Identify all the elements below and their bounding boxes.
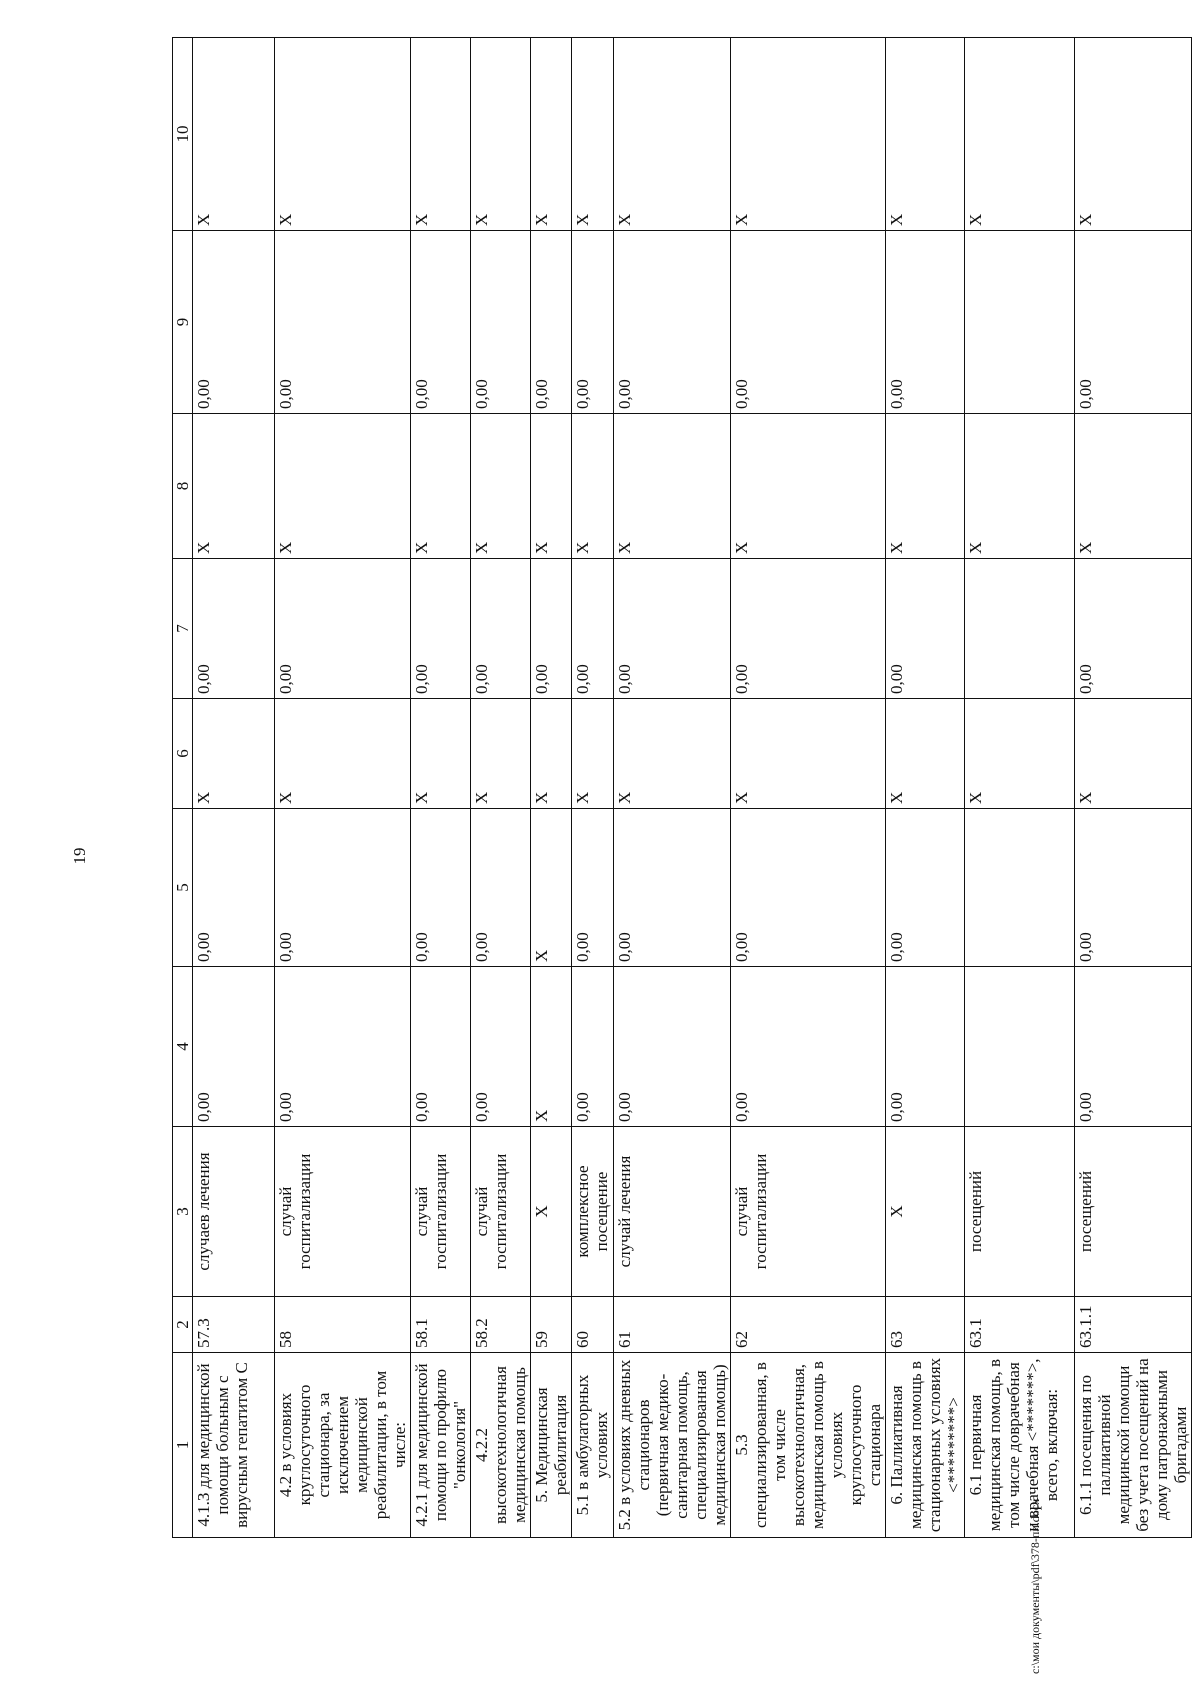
cell-col-2: 62 (731, 1297, 886, 1353)
cell-col-9: 0,00 (275, 231, 411, 414)
cell-col-2: 63.1 (965, 1297, 1075, 1353)
cell-col-5: 0,00 (471, 809, 531, 967)
cell-col-5 (965, 809, 1075, 967)
cell-col-7: 0,00 (193, 559, 275, 699)
cell-col-5: X (531, 809, 572, 967)
cell-col-2: 58.2 (471, 1297, 531, 1353)
table-row (572, 38, 614, 1538)
cell-col-10: X (572, 38, 614, 231)
column-header: 3 (173, 1127, 193, 1297)
cell-col-3: X (886, 1127, 965, 1297)
cell-col-9: 0,00 (886, 231, 965, 414)
cell-col-4: 0,00 (275, 967, 411, 1127)
cell-col-1: 4.2 в условиях круглосуточного стационара, за исключением медицинской реабилитации, в том числе: (275, 1353, 411, 1538)
cell-col-8: X (886, 414, 965, 559)
cell-col-2: 59 (531, 1297, 572, 1353)
column-header: 9 (173, 231, 193, 414)
cell-col-9 (965, 231, 1075, 414)
cell-col-5: 0,00 (572, 809, 614, 967)
cell-col-8: X (193, 414, 275, 559)
cell-col-1: 6.1 первичная медицинская помощь, в том числе доврачебная и врачебная <*******>, всего, включая: (965, 1353, 1075, 1538)
cell-col-10: X (965, 38, 1075, 231)
cell-col-10: X (614, 38, 731, 231)
table-row (193, 38, 275, 1538)
cell-col-2: 57.3 (193, 1297, 275, 1353)
cell-col-7: 0,00 (731, 559, 886, 699)
table-row (411, 38, 471, 1538)
cell-col-9: 0,00 (193, 231, 275, 414)
cell-col-4: 0,00 (1075, 967, 1192, 1127)
cell-col-6: X (411, 699, 471, 809)
cell-col-4: 0,00 (886, 967, 965, 1127)
table-row (731, 38, 886, 1538)
cell-col-4 (965, 967, 1075, 1127)
cell-col-5: 0,00 (731, 809, 886, 967)
cell-col-8: X (411, 414, 471, 559)
cell-col-6: X (1075, 699, 1192, 809)
file-path-footer: c:\мои документы\pdf\378-пп.docx (1028, 1498, 1042, 1674)
cell-col-6: X (275, 699, 411, 809)
cell-col-9: 0,00 (411, 231, 471, 414)
column-header: 4 (173, 967, 193, 1127)
rotated-table-container (172, 38, 1190, 1538)
cell-col-7: 0,00 (471, 559, 531, 699)
cell-col-6: X (531, 699, 572, 809)
cell-col-3: случай госпитализации (275, 1127, 411, 1297)
cell-col-3: комплексное посещение (572, 1127, 614, 1297)
cell-col-7: 0,00 (614, 559, 731, 699)
cell-col-3: посещений (1075, 1127, 1192, 1297)
table-row (471, 38, 531, 1538)
header-row (173, 38, 193, 1538)
cell-col-3: посещений (965, 1127, 1075, 1297)
cell-col-10: X (1075, 38, 1192, 231)
cell-col-9: 0,00 (531, 231, 572, 414)
cell-col-6: X (886, 699, 965, 809)
cell-col-1: 4.1.3 для медицинской помощи больным с вирусным гепатитом С (193, 1353, 275, 1538)
cell-col-4: 0,00 (731, 967, 886, 1127)
cell-col-8: X (572, 414, 614, 559)
cell-col-1: 5.3 специализированная, в том числе высокотехнологичная, медицинская помощь в условиях круглосуточного стационара (731, 1353, 886, 1538)
cell-col-3: X (531, 1127, 572, 1297)
cell-col-7: 0,00 (572, 559, 614, 699)
cell-col-10: X (731, 38, 886, 231)
cell-col-5: 0,00 (1075, 809, 1192, 967)
cell-col-4: 0,00 (411, 967, 471, 1127)
cell-col-8: X (731, 414, 886, 559)
cell-col-1: 6.1.1 посещения по паллиативной медицинской помощи без учета посещений на дому патронажными бригадами (1075, 1353, 1192, 1538)
column-header: 10 (173, 38, 193, 231)
cell-col-6: X (572, 699, 614, 809)
cell-col-1: 5. Медицинская реабилитация (531, 1353, 572, 1538)
cell-col-8: X (531, 414, 572, 559)
cell-col-5: 0,00 (411, 809, 471, 967)
cell-col-5: 0,00 (275, 809, 411, 967)
cell-col-2: 63 (886, 1297, 965, 1353)
cell-col-5: 0,00 (886, 809, 965, 967)
column-header: 2 (173, 1297, 193, 1353)
cell-col-6: X (471, 699, 531, 809)
cell-col-7: 0,00 (886, 559, 965, 699)
cell-col-9: 0,00 (572, 231, 614, 414)
page-number: 19 (70, 847, 89, 865)
cell-col-6: X (965, 699, 1075, 809)
cell-col-1: 5.1 в амбулаторных условиях (572, 1353, 614, 1538)
cell-col-2: 63.1.1 (1075, 1297, 1192, 1353)
cell-col-8: X (275, 414, 411, 559)
cell-col-2: 58.1 (411, 1297, 471, 1353)
table-row (614, 38, 731, 1538)
cell-col-1: 4.2.1 для медицинской помощи по профилю "онкология" (411, 1353, 471, 1538)
cell-col-3: случай лечения (614, 1127, 731, 1297)
column-header: 7 (173, 559, 193, 699)
table-row (886, 38, 965, 1538)
cell-col-7: 0,00 (531, 559, 572, 699)
cell-col-1: 5.2 в условиях дневных стационаров (первичная медико-санитарная помощь, специализированная медицинская помощь) (614, 1353, 731, 1538)
cell-col-9: 0,00 (471, 231, 531, 414)
cell-col-5: 0,00 (193, 809, 275, 967)
cell-col-3: случаев лечения (193, 1127, 275, 1297)
cell-col-7 (965, 559, 1075, 699)
table-row (275, 38, 411, 1538)
table-row (965, 38, 1075, 1538)
cell-col-9: 0,00 (614, 231, 731, 414)
table-row (1075, 38, 1192, 1538)
cell-col-7: 0,00 (275, 559, 411, 699)
cell-col-4: 0,00 (193, 967, 275, 1127)
cell-col-7: 0,00 (411, 559, 471, 699)
column-header: 8 (173, 414, 193, 559)
cell-col-10: X (411, 38, 471, 231)
cell-col-7: 0,00 (1075, 559, 1192, 699)
cell-col-9: 0,00 (1075, 231, 1192, 414)
table-row (531, 38, 572, 1538)
cell-col-8: X (614, 414, 731, 559)
cell-col-6: X (731, 699, 886, 809)
cell-col-1: 6. Паллиативная медицинская помощь в стационарных условиях <*********> (886, 1353, 965, 1538)
cell-col-4: 0,00 (471, 967, 531, 1127)
cell-col-6: X (193, 699, 275, 809)
cell-col-8: X (471, 414, 531, 559)
cell-col-8: X (965, 414, 1075, 559)
cell-col-4: 0,00 (572, 967, 614, 1127)
cell-col-2: 58 (275, 1297, 411, 1353)
column-header: 5 (173, 809, 193, 967)
cell-col-5: 0,00 (614, 809, 731, 967)
cell-col-10: X (471, 38, 531, 231)
cell-col-1: 4.2.2 высокотехнологичная медицинская помощь (471, 1353, 531, 1538)
cell-col-2: 60 (572, 1297, 614, 1353)
cell-col-3: случай госпитализации (731, 1127, 886, 1297)
cell-col-2: 61 (614, 1297, 731, 1353)
cell-col-4: 0,00 (614, 967, 731, 1127)
cell-col-8: X (1075, 414, 1192, 559)
cell-col-3: случай госпитализации (411, 1127, 471, 1297)
cell-col-10: X (275, 38, 411, 231)
cell-col-3: случай госпитализации (471, 1127, 531, 1297)
cell-col-6: X (614, 699, 731, 809)
column-header: 6 (173, 699, 193, 809)
cell-col-10: X (531, 38, 572, 231)
column-header: 1 (173, 1353, 193, 1538)
cell-col-9: 0,00 (731, 231, 886, 414)
cell-col-10: X (193, 38, 275, 231)
cell-col-10: X (886, 38, 965, 231)
cell-col-4: X (531, 967, 572, 1127)
